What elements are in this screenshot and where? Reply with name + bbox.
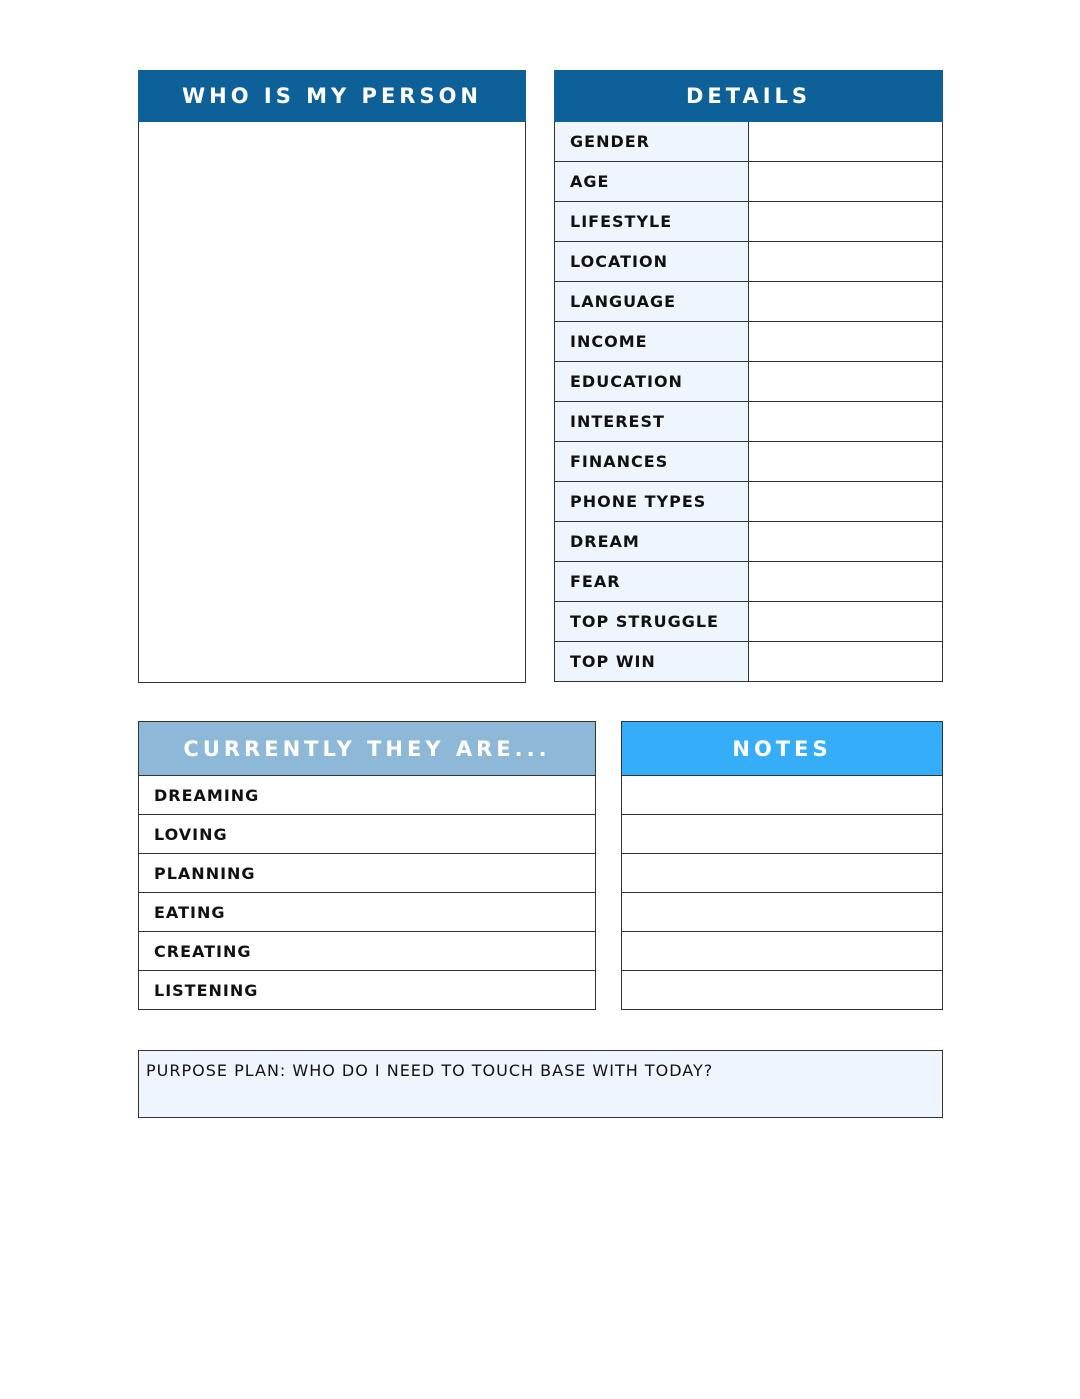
currently-they-are-header: CURRENTLY THEY ARE... xyxy=(138,721,596,776)
details-row xyxy=(554,562,943,602)
details-value-field[interactable] xyxy=(749,122,942,161)
details-value-field[interactable] xyxy=(749,602,942,641)
details-label: GENDER xyxy=(555,122,749,161)
details-value-field[interactable] xyxy=(749,282,942,321)
details-row xyxy=(554,642,943,682)
details-row xyxy=(554,242,943,282)
currently-row[interactable]: LOVING xyxy=(138,815,596,854)
details-row xyxy=(554,602,943,642)
purpose-plan-box[interactable] xyxy=(138,1050,943,1118)
currently-row[interactable]: DREAMING xyxy=(138,776,596,815)
details-row xyxy=(554,282,943,322)
notes-line[interactable] xyxy=(621,971,943,1010)
notes-header: NOTES xyxy=(621,721,943,776)
purpose-plan-prompt: PURPOSE PLAN: WHO DO I NEED TO TOUCH BASE WITH TODAY? xyxy=(146,1061,714,1080)
details-row xyxy=(554,362,943,402)
details-value-field[interactable] xyxy=(749,482,942,521)
who-is-my-person-area[interactable] xyxy=(138,122,526,683)
details-panel xyxy=(554,70,943,682)
currently-row[interactable]: CREATING xyxy=(138,932,596,971)
details-header: DETAILS xyxy=(554,70,943,122)
details-row xyxy=(554,482,943,522)
details-value-field[interactable] xyxy=(749,442,942,481)
details-row xyxy=(554,162,943,202)
details-value-field[interactable] xyxy=(749,242,942,281)
details-label: FINANCES xyxy=(555,442,749,481)
details-value-field[interactable] xyxy=(749,202,942,241)
notes-line[interactable] xyxy=(621,815,943,854)
details-row xyxy=(554,402,943,442)
details-label: INCOME xyxy=(555,322,749,361)
details-value-field[interactable] xyxy=(749,362,942,401)
notes-line[interactable] xyxy=(621,893,943,932)
currently-row[interactable]: PLANNING xyxy=(138,854,596,893)
details-row xyxy=(554,202,943,242)
notes-line[interactable] xyxy=(621,854,943,893)
details-table xyxy=(554,122,943,682)
details-row xyxy=(554,442,943,482)
currently-row[interactable]: LISTENING xyxy=(138,971,596,1010)
details-value-field[interactable] xyxy=(749,522,942,561)
details-label: INTEREST xyxy=(555,402,749,441)
details-value-field[interactable] xyxy=(749,642,942,681)
details-label: DREAM xyxy=(555,522,749,561)
currently-row[interactable]: EATING xyxy=(138,893,596,932)
details-label: LOCATION xyxy=(555,242,749,281)
notes-line[interactable] xyxy=(621,776,943,815)
details-label: LANGUAGE xyxy=(555,282,749,321)
details-label: LIFESTYLE xyxy=(555,202,749,241)
details-label: EDUCATION xyxy=(555,362,749,401)
who-is-my-person-header: WHO IS MY PERSON xyxy=(138,70,526,122)
details-label: AGE xyxy=(555,162,749,201)
details-value-field[interactable] xyxy=(749,402,942,441)
currently-they-are-panel xyxy=(138,721,596,1010)
details-row xyxy=(554,522,943,562)
details-label: TOP WIN xyxy=(555,642,749,681)
notes-panel xyxy=(621,721,943,1010)
details-row xyxy=(554,122,943,162)
details-label: TOP STRUGGLE xyxy=(555,602,749,641)
details-label: PHONE TYPES xyxy=(555,482,749,521)
details-value-field[interactable] xyxy=(749,562,942,601)
details-label: FEAR xyxy=(555,562,749,601)
details-value-field[interactable] xyxy=(749,162,942,201)
notes-line[interactable] xyxy=(621,932,943,971)
details-value-field[interactable] xyxy=(749,322,942,361)
who-is-my-person-panel xyxy=(138,70,526,683)
details-row xyxy=(554,322,943,362)
